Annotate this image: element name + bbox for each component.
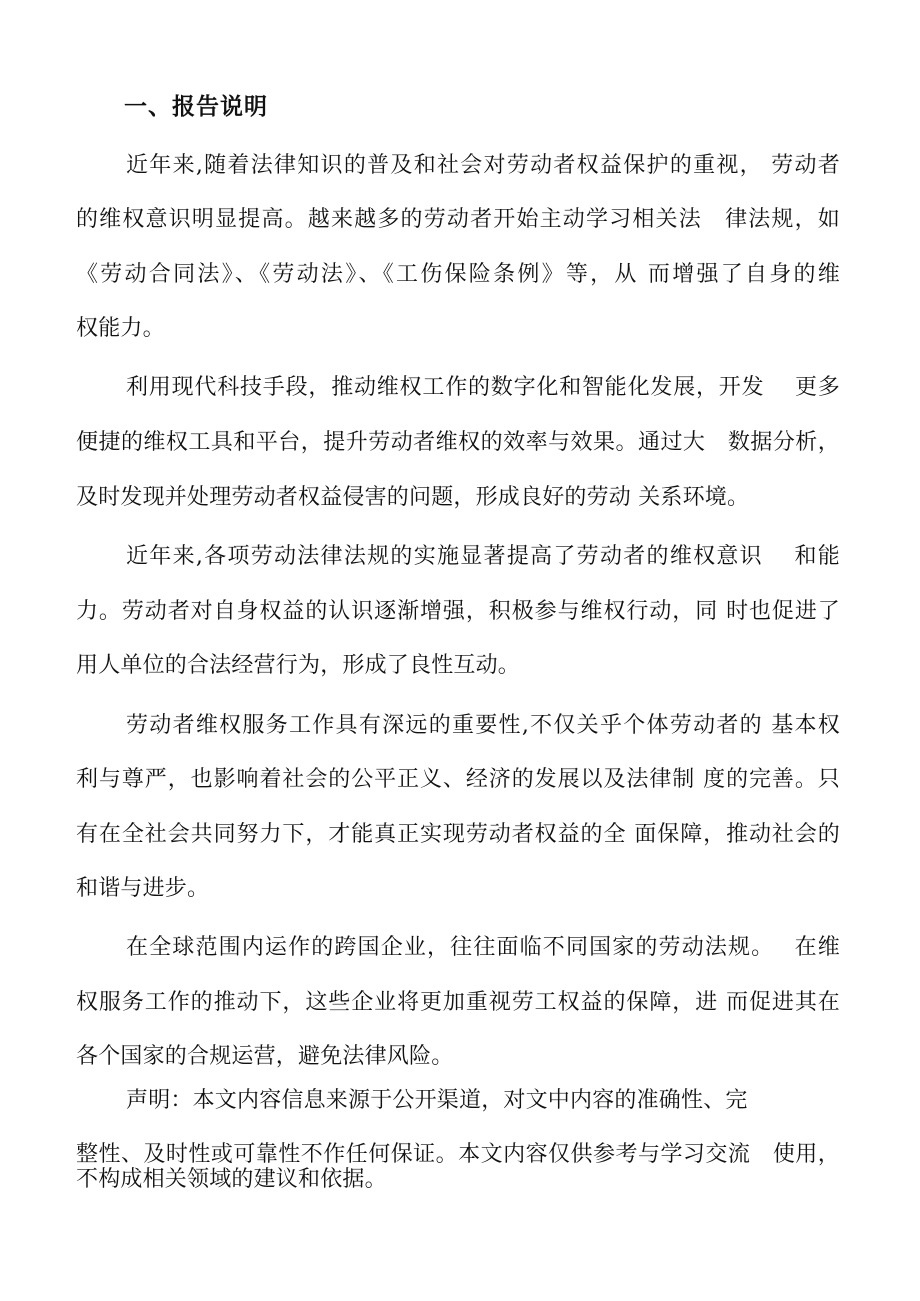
paragraph-line: 和谐与进步。 [76, 876, 210, 901]
disclaimer-line: 整性、及时性或可靠性不作任何保证。本文内容仅供参考与学习交流 使用， [76, 1142, 840, 1167]
paragraph-line: 便捷的维权工具和平台，提升劳动者维权的效率与效果。通过大 数据分析， [76, 430, 840, 455]
paragraph-line: 利与尊严，也影响着社会的公平正义、经济的发展以及法律制 度的完善。只 [76, 767, 840, 792]
disclaimer-line: 不构成相关领域的建议和依据。 [76, 1167, 387, 1192]
paragraph-line: 权服务工作的推动下，这些企业将更加重视劳工权益的保障，进 而促进其在 [76, 990, 840, 1015]
section-heading: 一、报告说明 [124, 93, 268, 120]
disclaimer-line: 声明：本文内容信息来源于公开渠道，对文中内容的准确性、完 [126, 1088, 748, 1113]
paragraph-line: 权能力。 [76, 316, 165, 341]
paragraph-line: 在全球范围内运作的跨国企业，往往面临不同国家的劳动法规。 在维 [126, 935, 840, 960]
paragraph-line: 用人单位的合法经营行为，形成了良性互动。 [76, 653, 521, 678]
paragraph-line: 近年来,随着法律知识的普及和社会对劳动者权益保护的重视， 劳动者 [126, 153, 840, 178]
paragraph-line: 劳动者维权服务工作具有深远的重要性,不仅关乎个体劳动者的 基本权 [126, 713, 840, 738]
paragraph-line: 有在全社会共同努力下，才能真正实现劳动者权益的全 面保障，推动社会的 [76, 822, 840, 847]
paragraph-line: 及时发现并处理劳动者权益侵害的问题，形成良好的劳动 关系环境。 [76, 485, 750, 510]
paragraph-line: 近年来,各项劳动法律法规的实施显著提高了劳动者的维权意识 和能 [126, 544, 840, 569]
paragraph-line: 力。劳动者对自身权益的认识逐渐增强，积极参与维权行动，同 时也促进了 [76, 599, 840, 624]
paragraph-line: 《劳动合同法》、《劳动法》、《工伤保险条例》等，从 而增强了自身的维 [76, 262, 840, 287]
paragraph-line: 各个国家的合规运营，避免法律风险。 [76, 1044, 454, 1069]
paragraph-line: 利用现代科技手段，推动维权工作的数字化和智能化发展，开发 更多 [126, 375, 840, 400]
paragraph-line: 的维权意识明显提高。越来越多的劳动者开始主动学习相关法 律法规，如 [76, 207, 840, 232]
